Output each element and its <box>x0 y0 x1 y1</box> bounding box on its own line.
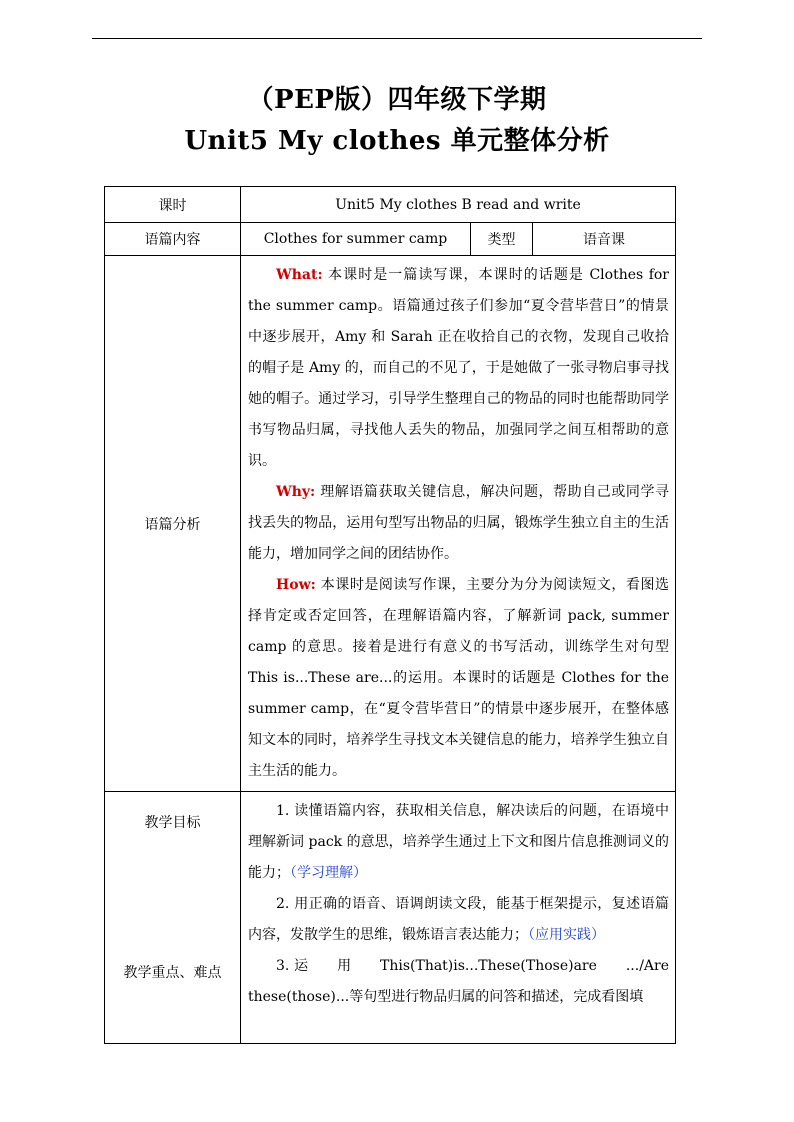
analysis-body <box>241 256 676 792</box>
lesson-value: Unit5 My clothes B read and write <box>241 187 676 223</box>
analysis-table <box>104 186 676 1044</box>
goal-1-text: 1. 读懂语篇内容，获取相关信息，解决读后的问题，在语境中理解新词 pack 的意思，培养学生通过上下文和图片信息推测词义的能力； <box>248 803 669 881</box>
goal-1-tag: （学习理解） <box>290 865 367 881</box>
what-keyword: What: <box>276 267 323 283</box>
goals-label-cell <box>105 792 241 1044</box>
page-subtitle: Unit5 My clothes 单元整体分析 <box>184 126 610 156</box>
goal-2-tag: （应用实践） <box>528 927 605 943</box>
what-text: 本课时是一篇读写课，本课时的话题是 Clothes for the summer camp。语篇通过孩子们参加“夏令营毕营日”的情景中逐步展开，Amy 和 Sarah 正在收拾自己的衣物，发现自己收拾的帽子是 Amy 的，而自己的不见了，于是她做了一张寻物启事寻找她的帽子。通过学习，引导学生整理自己的物品的同时也能帮助同学书写物品归属，寻找他人丢失的物品，加强同学之间互相帮助的意识。 <box>248 267 669 469</box>
table-row-content <box>105 223 676 256</box>
table-row-analysis <box>105 256 676 792</box>
table-row-goals <box>105 792 676 1044</box>
goal-3-text: 3. 运 用 This(That)is...These(Those)are .../Are these(those)...等句型进行物品归属的问答和描述，完成看图填 <box>248 958 669 1005</box>
goals-label: 教学目标 <box>144 815 201 831</box>
content-label: 语篇内容 <box>105 223 241 256</box>
page-title: （PEP版）四年级下学期 <box>247 85 547 115</box>
what-paragraph <box>248 260 669 477</box>
focus-label: 教学重点、难点 <box>123 965 222 981</box>
goal-1 <box>248 796 669 889</box>
analysis-label: 语篇分析 <box>105 256 241 792</box>
content-value: Clothes for summer camp <box>241 223 471 256</box>
why-paragraph <box>248 477 669 570</box>
header-rule <box>92 38 702 39</box>
table-row-lesson <box>105 187 676 223</box>
goal-2 <box>248 889 669 951</box>
type-label: 类型 <box>471 223 533 256</box>
type-value: 语音课 <box>533 223 676 256</box>
goal-3 <box>248 951 669 1013</box>
how-paragraph <box>248 570 669 787</box>
goals-body <box>241 792 676 1044</box>
lesson-label: 课时 <box>105 187 241 223</box>
why-text: 理解语篇获取关键信息，解决问题，帮助自己或同学寻找丢失的物品，运用句型写出物品的归属，锻炼学生独立自主的生活能力，增加同学之间的团结协作。 <box>248 484 669 562</box>
how-keyword: How: <box>276 577 316 593</box>
goal-2-text: 2. 用正确的语音、语调朗读文段，能基于框架提示，复述语篇内容，发散学生的思维，锻炼语言表达能力； <box>248 896 669 943</box>
how-text: 本课时是阅读写作课，主要分为分为阅读短文，看图选择肯定或否定回答，在理解语篇内容，了解新词 pack, summer camp 的意思。接着是进行有意义的书写活动，训练学生对句型 This is...These are...的运用。本课时的话题是 Clothes for the summer camp，在“夏令营毕营日”的情景中逐步展开，在整体感知文本的同时，培养学生寻找文本关键信息的能力，培养学生独立自主生活的能力。 <box>248 577 669 779</box>
why-keyword: Why: <box>276 484 316 500</box>
